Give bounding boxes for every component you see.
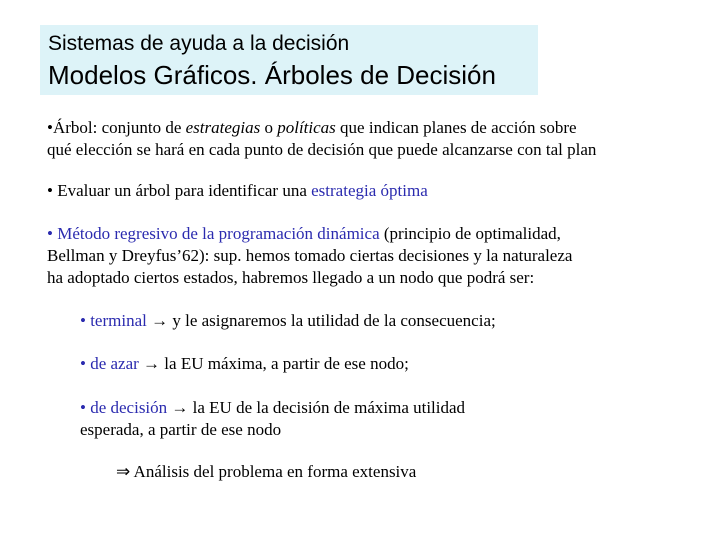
bullet-metodo-line1: • Método regresivo de la programación dinámica (principio de optimalidad, [47, 224, 561, 243]
highlight-estrategia-optima: estrategia óptima [311, 181, 428, 200]
highlight-metodo-regresivo: Método regresivo de la programación dinámica [57, 224, 380, 243]
slide-subtitle: Sistemas de ayuda a la decisión [48, 32, 350, 55]
bullet-metodo [47, 223, 572, 289]
node-decision-line1: • de decisión → la EU de la decisión de máxima utilidad [80, 398, 466, 417]
conclusion: ⇒ Análisis del problema en forma extensiva [116, 462, 417, 481]
node-terminal: • terminal → y le asignaremos la utilidad de la consecuencia; [80, 311, 496, 330]
highlight-de-azar: de azar [90, 354, 139, 373]
term-politicas: políticas [277, 118, 336, 137]
slide-title: Modelos Gráficos. Árboles de Decisión [48, 60, 496, 90]
node-azar: • de azar → la EU máxima, a partir de ese nodo; [80, 354, 409, 373]
title-box [40, 25, 538, 95]
node-decision-line2: esperada, a partir de ese nodo [80, 420, 282, 439]
bullet-arbol-line2: qué elección se hará en cada punto de decisión que puede alcanzarse con tal plan [47, 140, 597, 159]
bullet-metodo-line2: Bellman y Dreyfus’62): sup. hemos tomado ciertas decisiones y la naturaleza [47, 246, 573, 265]
bullet-arbol [47, 117, 596, 161]
bullet-arbol-line1: •Árbol: conjunto de estrategias o políticas que indican planes de acción sobre [47, 118, 577, 137]
node-decision [80, 397, 465, 441]
bullet-evaluar: • Evaluar un árbol para identificar una estrategia óptima [47, 181, 428, 200]
bullet-metodo-line3: ha adoptado ciertos estados, habremos llegado a un nodo que podrá ser: [47, 268, 535, 287]
term-estrategias: estrategias [185, 118, 261, 137]
highlight-terminal: terminal [90, 311, 147, 330]
highlight-de-decision: de decisión [90, 398, 168, 417]
